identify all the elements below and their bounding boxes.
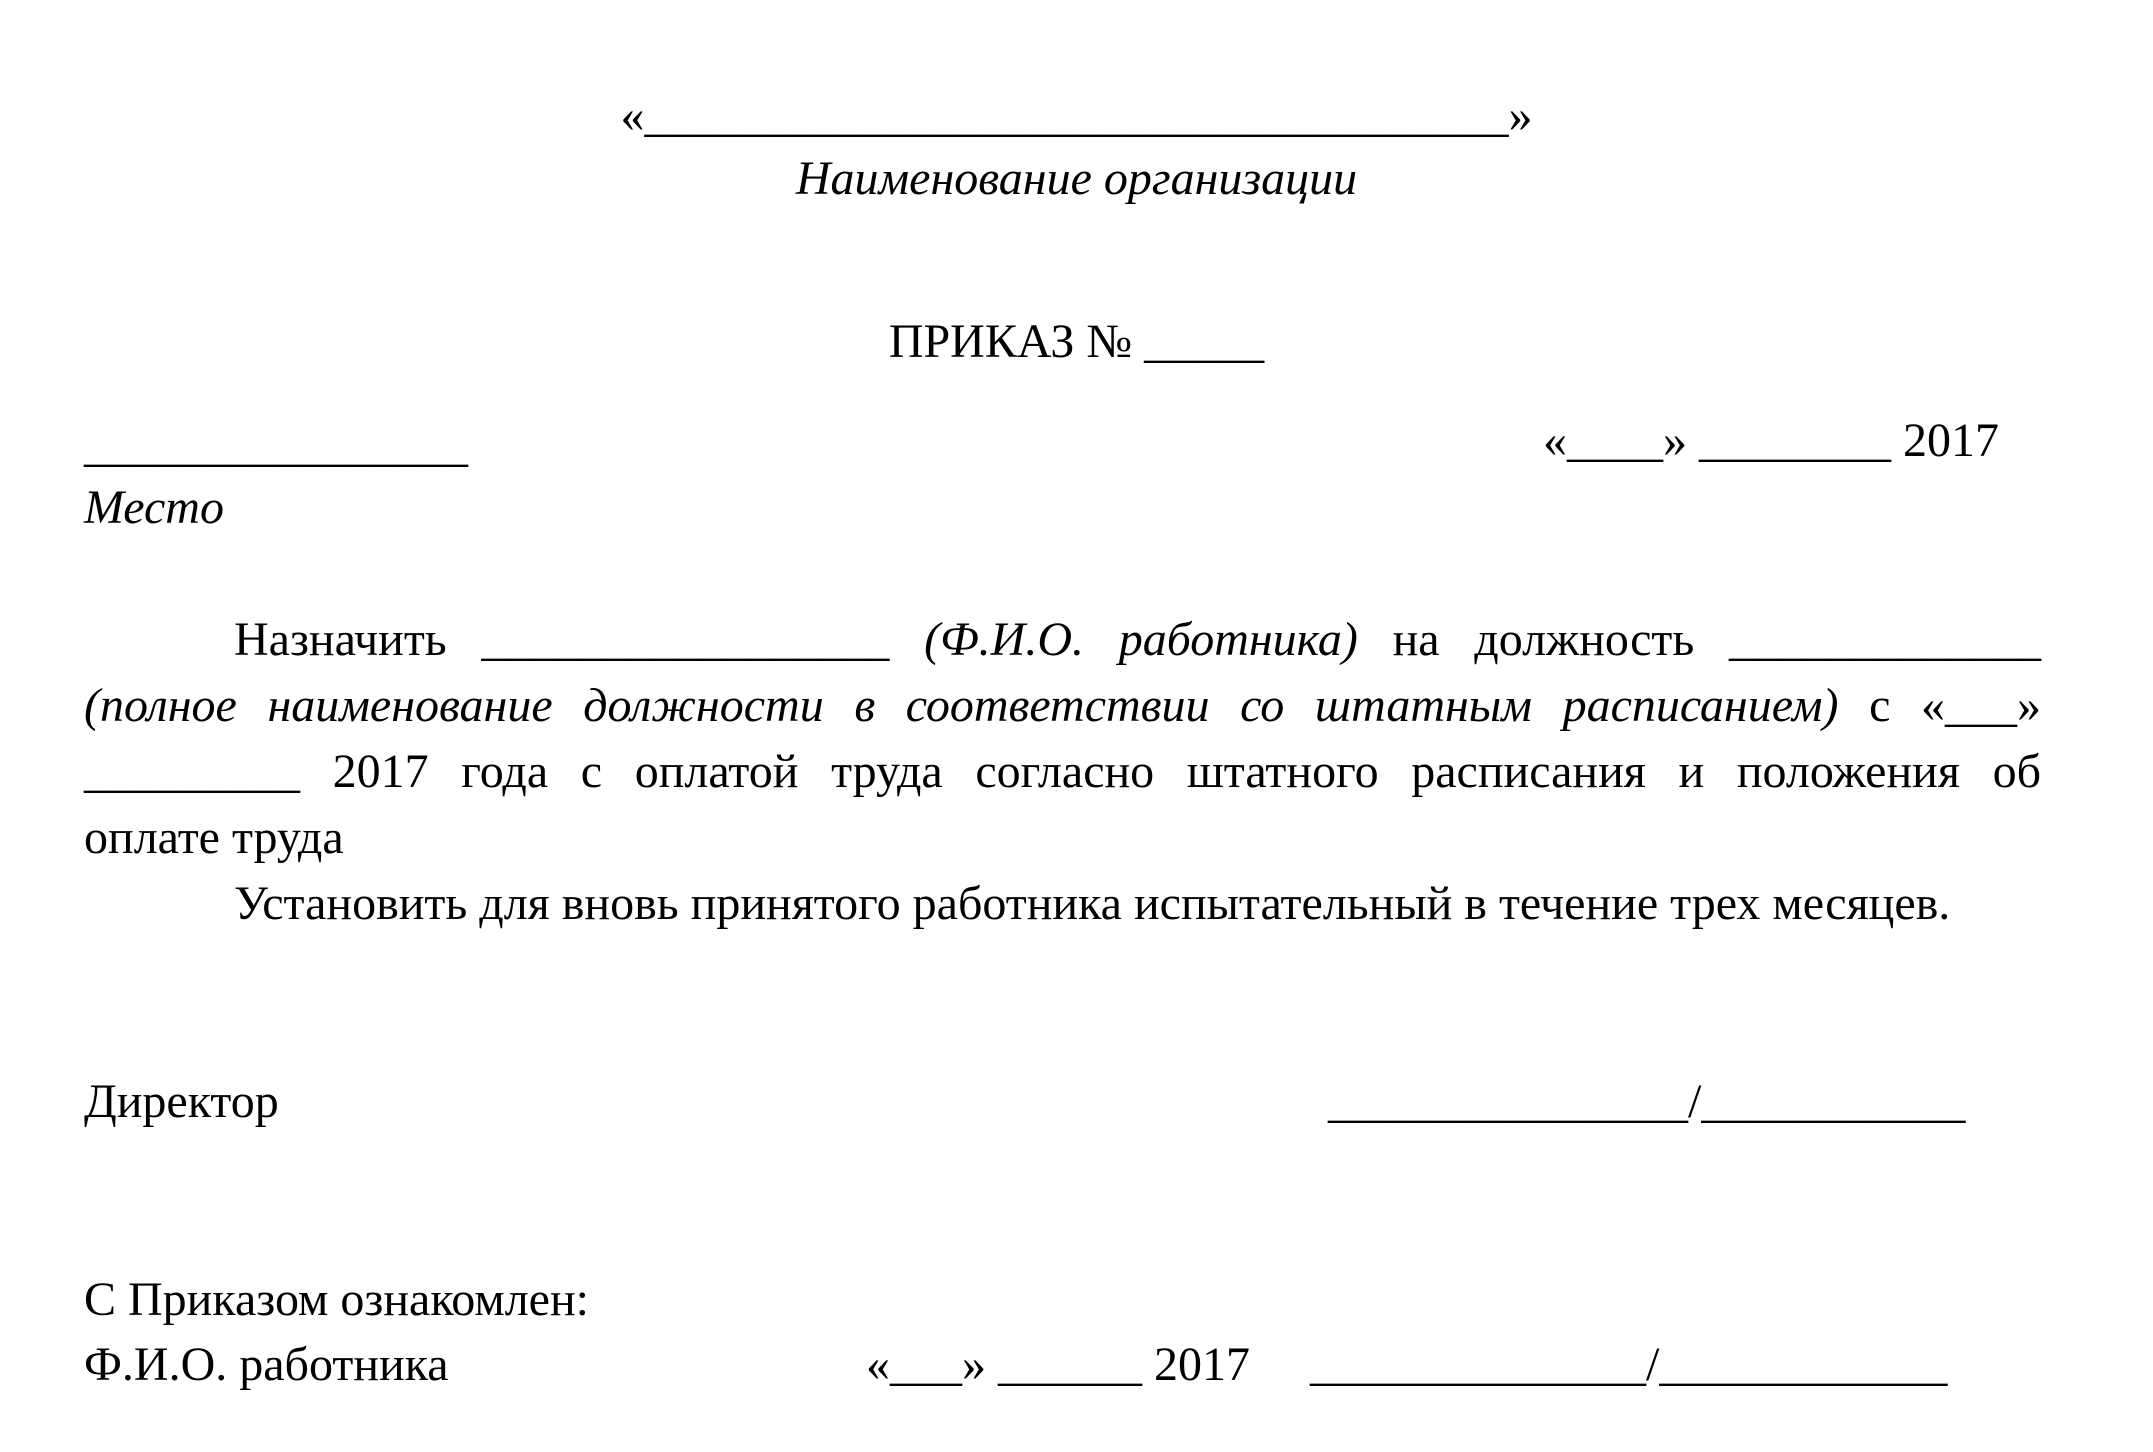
body-word: с: [580, 745, 603, 798]
employee-signature-blank: ______________/____________: [1310, 1338, 1948, 1391]
body-word: расписанием): [1562, 679, 1839, 732]
director-signature-blank: _______________/___________: [1328, 1075, 1966, 1128]
acknowledgement-date: «___» ______ 2017: [866, 1338, 1250, 1391]
body-word: на: [1392, 613, 1440, 666]
order-date: «____» ________ 2017: [1543, 414, 1999, 467]
acknowledgement-label: С Приказом ознакомлен:: [84, 1273, 589, 1326]
body-word: согласно: [975, 745, 1155, 798]
body-word: (полное: [84, 679, 237, 732]
body-word: с: [1869, 679, 1891, 732]
place-caption: Место: [84, 481, 224, 534]
body-word: труда: [831, 745, 943, 798]
place-blank: ________________: [84, 419, 468, 472]
body-word: соответствии: [905, 679, 1210, 732]
position-blank: _____________: [1728, 613, 2041, 666]
body-word: оплатой: [634, 745, 799, 798]
start-month-blank: _________: [84, 745, 300, 798]
body-word: расписания: [1411, 745, 1646, 798]
body-word: в: [854, 679, 876, 732]
body-word: и: [1678, 745, 1705, 798]
body-word: должности: [583, 679, 824, 732]
body-line-3: [84, 745, 2041, 798]
organization-name-caption: Наименование организации: [795, 152, 1358, 205]
employee-name-label: Ф.И.О. работника: [84, 1338, 449, 1391]
body-word: года: [461, 745, 549, 798]
director-label: Директор: [84, 1075, 279, 1128]
body-word: штатным: [1314, 679, 1532, 732]
body-line-2: [84, 679, 2041, 732]
body-word: штатного: [1186, 745, 1379, 798]
body-line-1: [234, 613, 2041, 666]
employee-name-blank: _________________: [481, 613, 890, 666]
body-word: (Ф.И.О.: [924, 613, 1084, 666]
body-word: со: [1240, 679, 1285, 732]
body-word: должность: [1474, 613, 1695, 666]
body-word: об: [1992, 745, 2041, 798]
body-word: положения: [1736, 745, 1960, 798]
organization-name-blank: «____________________________________»: [620, 89, 1533, 142]
start-day-blank: «___»: [1921, 679, 2041, 732]
body-line-5-probation: Установить для вновь принятого работника испытательный в течение трех месяцев.: [234, 877, 1951, 930]
body-line-4: оплате труда: [84, 811, 344, 864]
body-word: Назначить: [234, 613, 447, 666]
body-word: 2017: [332, 745, 429, 798]
body-word: наименование: [267, 679, 553, 732]
order-title: ПРИКАЗ № _____: [888, 315, 1265, 368]
body-word: работника): [1118, 613, 1358, 666]
